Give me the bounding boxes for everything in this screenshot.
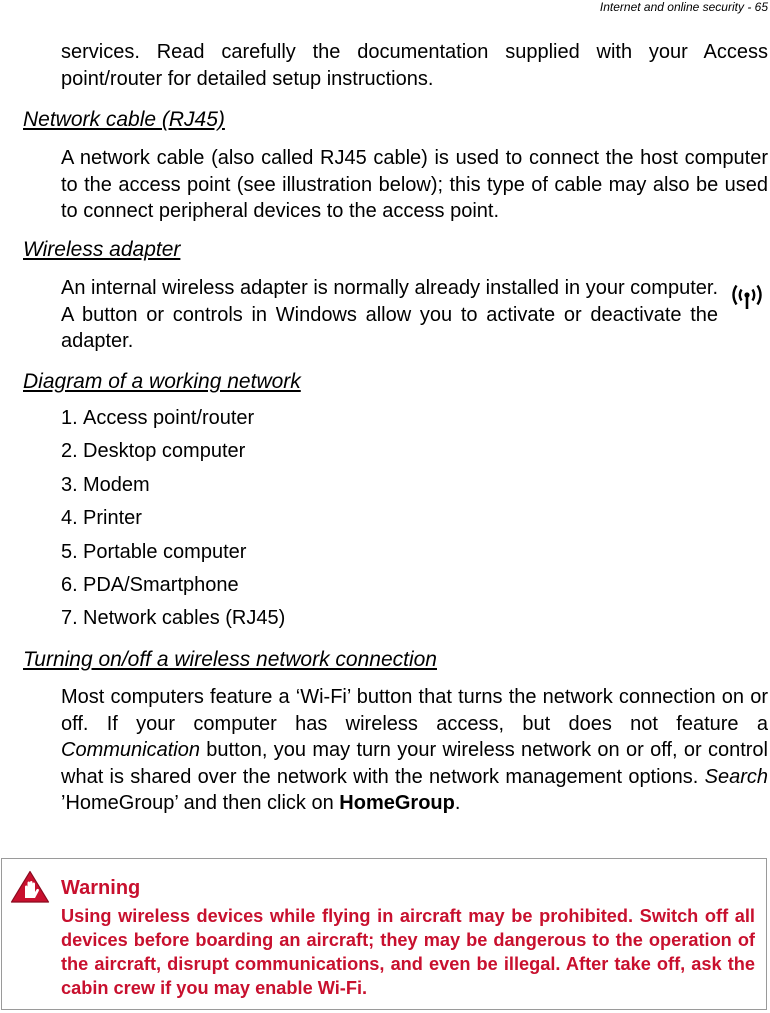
wireless-signal-icon xyxy=(728,281,766,311)
wireless-adapter-paragraph: An internal wireless adapter is normally already installed in your computer. A button or controls in Windows allow you to activate or deactivate the adapter. xyxy=(61,277,718,352)
warning-hand-icon xyxy=(10,870,50,904)
diagram-list xyxy=(61,404,285,638)
network-cable-paragraph: A network cable (also called RJ45 cable) is used to connect the host computer to the access point (see illustration below); this type of cable may also be used to connect peripheral devices to the access point. xyxy=(61,147,768,222)
list-item: 2. Desktop computer xyxy=(61,440,246,463)
list-item: 1. Access point/router xyxy=(61,407,255,429)
list-item: 3. Modem xyxy=(61,473,150,496)
page-header: Internet and online security - 65 xyxy=(599,0,768,14)
warning-title: Warning xyxy=(61,877,141,899)
list-item: 6. PDA/Smartphone xyxy=(61,573,239,596)
list-item: 5. Portable computer xyxy=(61,540,247,563)
list-item: 4. Printer xyxy=(61,507,142,530)
heading-wireless-adapter: Wireless adapter xyxy=(23,238,181,261)
heading-turning-on-off: Turning on/off a wireless network connection xyxy=(23,648,437,671)
intro-paragraph: services. Read carefully the documentation supplied with your Access point/router for detailed setup instructions. xyxy=(61,41,768,90)
list-item: 7. Network cables (RJ45) xyxy=(61,607,286,630)
warning-text: Using wireless devices while flying in aircraft may be prohibited. Switch off all devices before boarding an aircraft; they may be dangerous to the operation of the aircraft, disrupt communications, and even be illegal. After take off, ask the cabin crew if you may enable Wi-Fi. xyxy=(61,906,755,998)
heading-diagram: Diagram of a working network xyxy=(23,370,301,393)
turning-paragraph: Most computers feature a ‘Wi-Fi’ button that turns the network connection on or off. If your computer has wireless access, but does not feature a Communication button, you may turn your wireless network on or off, or control what is shared over the network with the network management options. Search ’HomeGroup’ and then click on HomeGroup. xyxy=(61,686,768,814)
warning-box xyxy=(1,858,767,1010)
heading-network-cable: Network cable (RJ45) xyxy=(23,108,225,131)
